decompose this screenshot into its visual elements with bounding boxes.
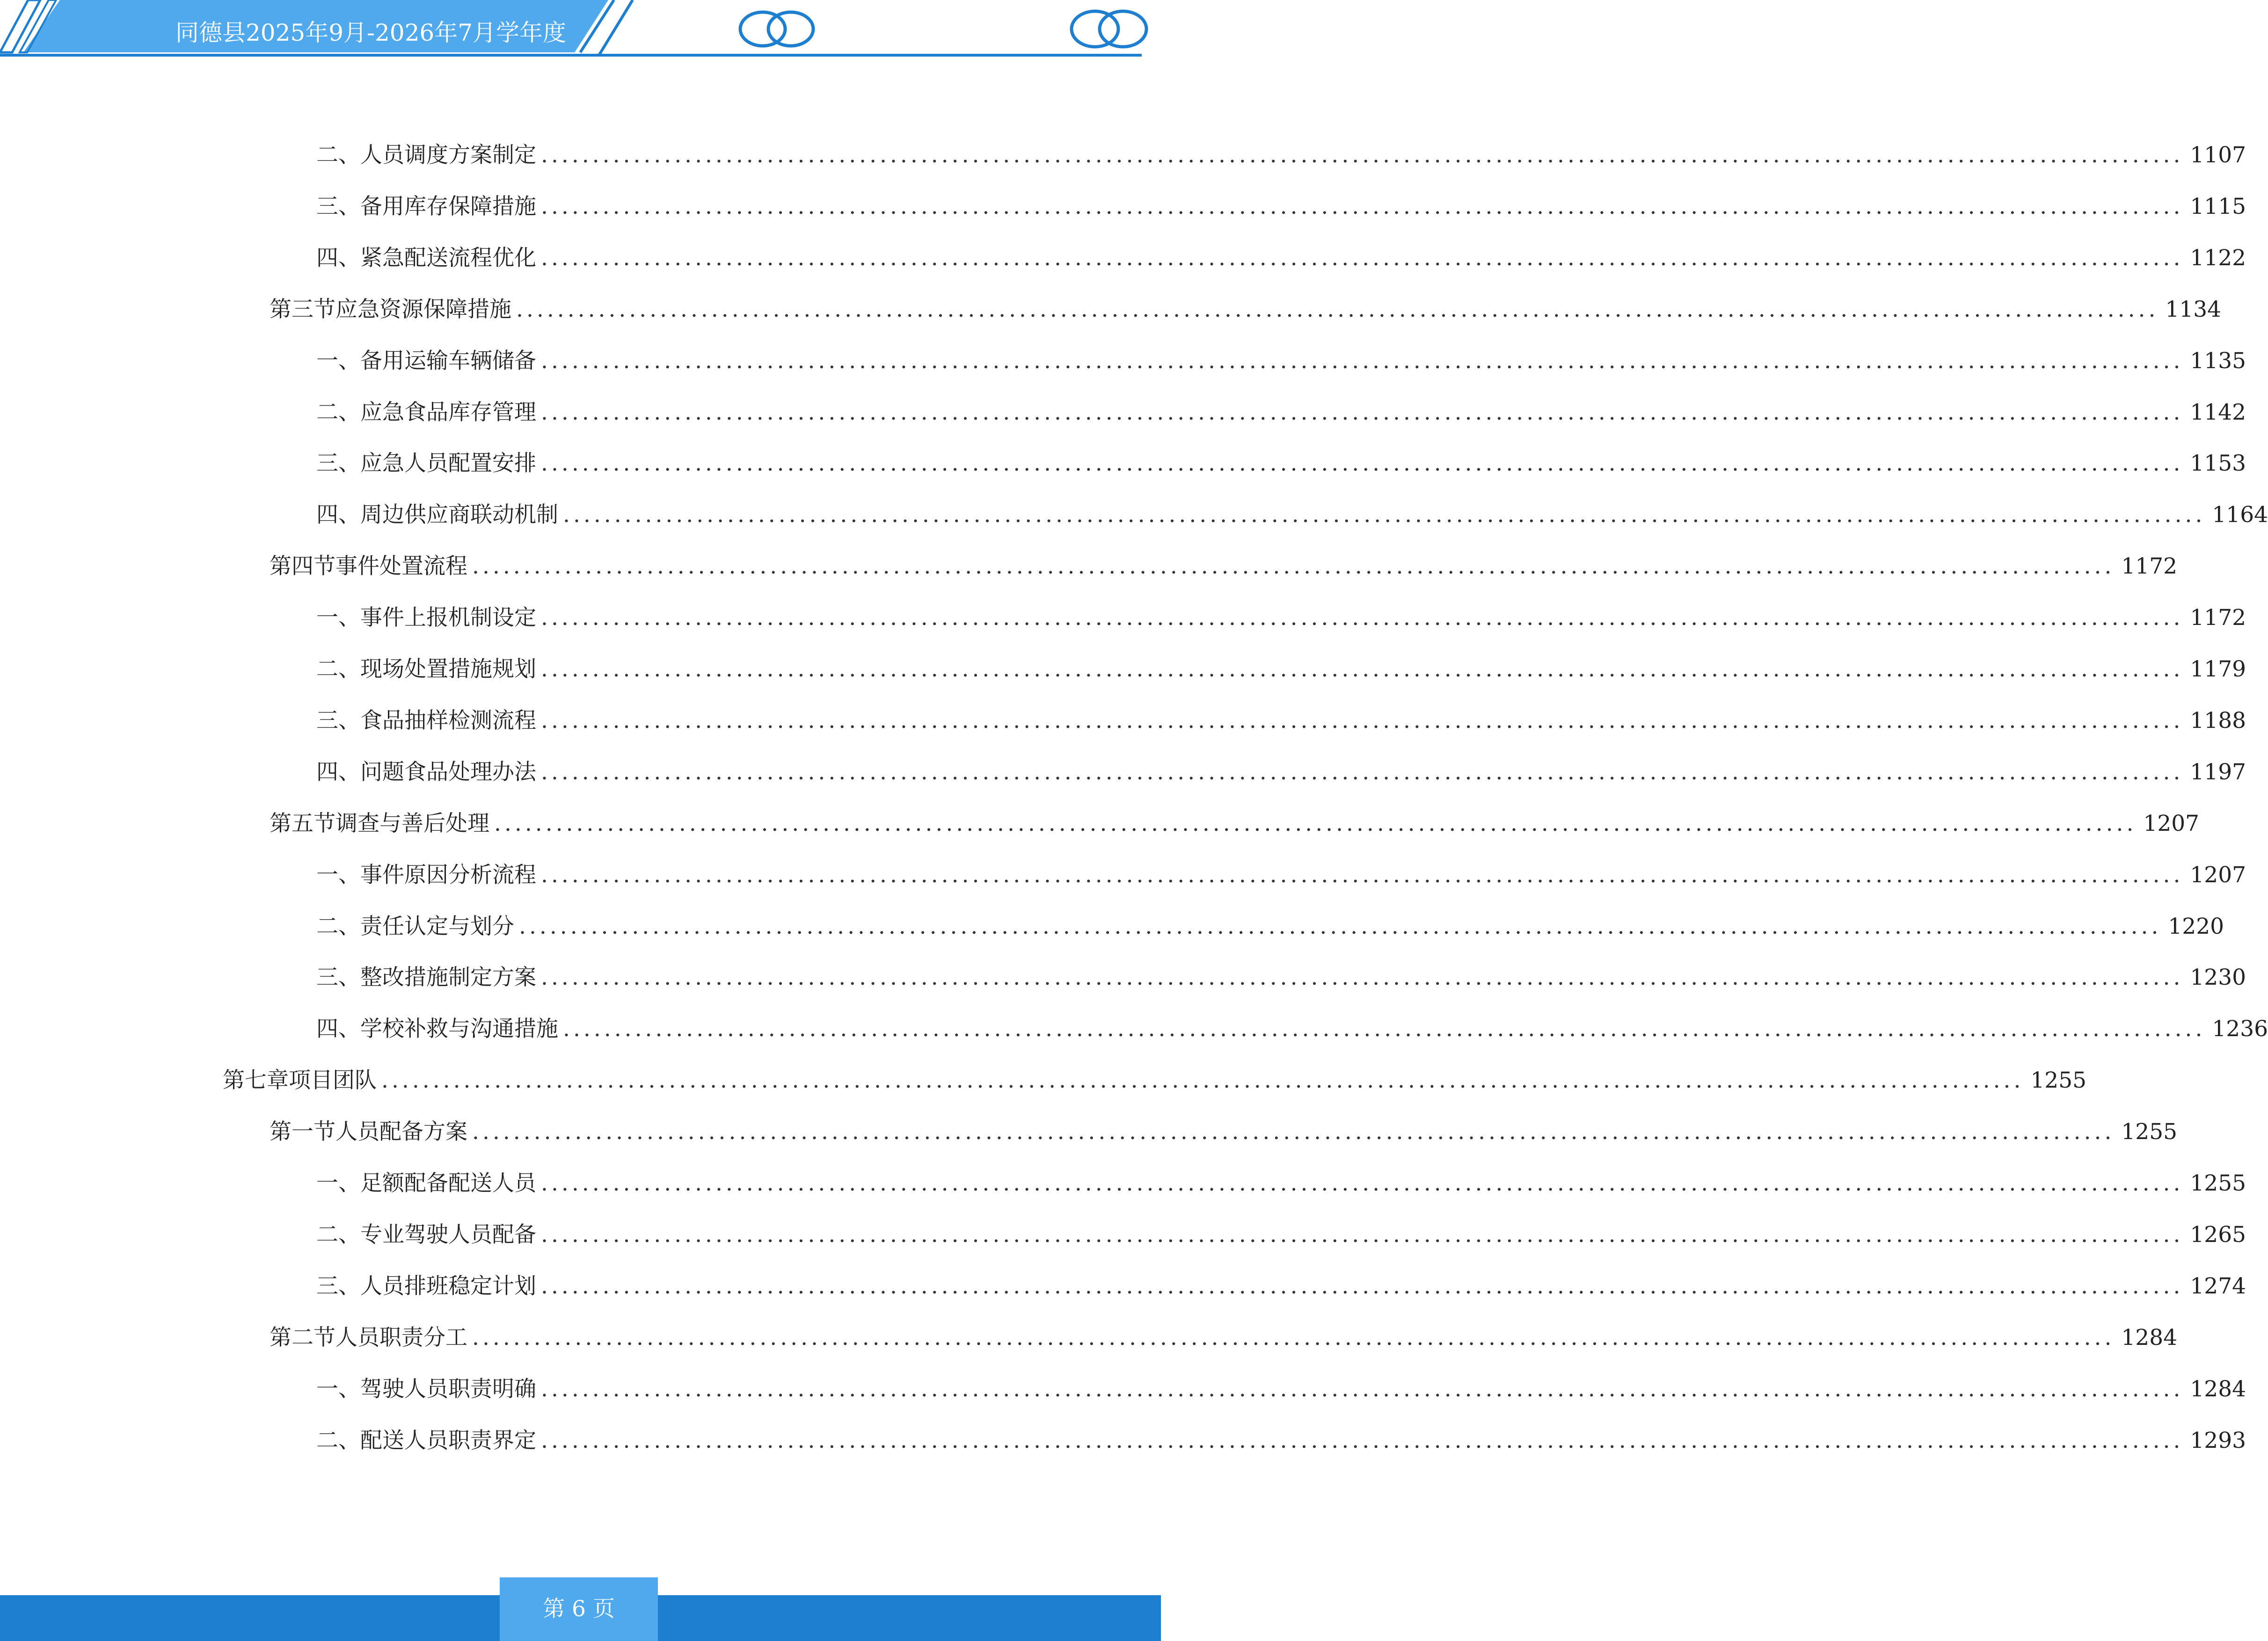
toc-entry-title: 周边供应商联动机制 xyxy=(360,502,558,528)
toc-entry-number: 三、 xyxy=(316,450,360,476)
toc-entry-title: 人员职责分工 xyxy=(335,1325,467,1351)
toc-entry[interactable] xyxy=(316,651,2246,688)
toc-leader-dots: ................................................................................................................................................................ xyxy=(541,450,2184,476)
toc-entry[interactable] xyxy=(316,137,2246,174)
toc-page-number: 1265 xyxy=(2190,1222,2246,1248)
header-graphic xyxy=(0,0,1161,61)
toc-page-number: 1115 xyxy=(2190,194,2246,219)
toc-entry-title: 人员排班稳定计划 xyxy=(360,1273,536,1299)
toc-entry[interactable] xyxy=(316,1422,2246,1459)
toc-entry-number: 三、 xyxy=(316,1273,360,1299)
toc-page-number: 1153 xyxy=(2190,450,2246,476)
toc-entry-title: 现场处置措施规划 xyxy=(360,656,536,682)
toc-leader-dots: ................................................................................................................................................................ xyxy=(541,399,2184,425)
toc-entry[interactable] xyxy=(316,240,2246,277)
toc-entry[interactable] xyxy=(316,445,2246,482)
toc-entry-title: 备用库存保障措施 xyxy=(360,194,536,219)
toc-entry[interactable] xyxy=(316,496,2268,534)
toc-entry-number: 第五节 xyxy=(270,811,335,836)
toc-entry[interactable] xyxy=(316,702,2246,740)
page-number: 第 6 页 xyxy=(543,1596,615,1622)
toc-page-number: 1255 xyxy=(2121,1119,2178,1145)
toc-entry-number: 三、 xyxy=(316,708,360,733)
toc-page-number: 1255 xyxy=(2030,1067,2087,1093)
toc-leader-dots: ................................................................................................................................................................ xyxy=(563,502,2206,528)
toc-page-number: 1220 xyxy=(2168,914,2224,939)
header-title: 同德县2025年9月-2026年7月学年度 xyxy=(175,19,567,46)
toc-entry[interactable] xyxy=(316,959,2246,996)
toc-page-number: 1134 xyxy=(2165,297,2222,322)
toc-entry[interactable] xyxy=(316,1268,2246,1305)
page-header xyxy=(0,0,1161,61)
toc-page-number: 1236 xyxy=(2212,1016,2268,1042)
toc-entry-title: 应急人员配置安排 xyxy=(360,450,536,476)
toc-leader-dots: ................................................................................................................................................................ xyxy=(563,1016,2206,1042)
toc-entry-title: 问题食品处理办法 xyxy=(360,759,536,785)
toc-page-number: 1293 xyxy=(2190,1428,2246,1453)
toc-leader-dots: ................................................................................................................................................................ xyxy=(472,1325,2115,1351)
toc-page-number: 1197 xyxy=(2190,759,2246,785)
toc-page-number: 1172 xyxy=(2121,553,2178,579)
toc-leader-dots: ................................................................................................................................................................ xyxy=(541,1170,2184,1196)
toc-entry-number: 二、 xyxy=(316,399,360,425)
toc-entry-title: 责任认定与划分 xyxy=(360,914,514,939)
toc-entry[interactable] xyxy=(270,1113,2178,1151)
toc-leader-dots: ................................................................................................................................................................ xyxy=(541,1376,2184,1402)
toc-entry[interactable] xyxy=(316,908,2224,945)
toc-leader-dots: ................................................................................................................................................................ xyxy=(541,1222,2184,1248)
toc-leader-dots: ................................................................................................................................................................ xyxy=(541,965,2184,990)
toc-leader-dots: ................................................................................................................................................................ xyxy=(541,656,2184,682)
toc-entry-title: 应急食品库存管理 xyxy=(360,399,536,425)
toc-entry-number: 第三节 xyxy=(270,297,335,322)
toc-leader-dots: ................................................................................................................................................................ xyxy=(541,142,2184,168)
toc-entry-title: 食品抽样检测流程 xyxy=(360,708,536,733)
toc-leader-dots: ................................................................................................................................................................ xyxy=(381,1067,2024,1093)
toc-entry-number: 一、 xyxy=(316,1170,360,1196)
toc-leader-dots: ................................................................................................................................................................ xyxy=(541,348,2184,374)
toc-entry-number: 一、 xyxy=(316,1376,360,1402)
toc-leader-dots: ................................................................................................................................................................ xyxy=(472,553,2115,579)
toc-page-number: 1207 xyxy=(2190,862,2246,888)
toc-entry-number: 二、 xyxy=(316,142,360,168)
toc-entry-number: 一、 xyxy=(316,862,360,888)
toc-entry-number: 二、 xyxy=(316,1428,360,1453)
toc-page-number: 1122 xyxy=(2190,245,2246,271)
toc-leader-dots: ................................................................................................................................................................ xyxy=(541,605,2184,631)
toc-entry-title: 足额配备配送人员 xyxy=(360,1170,536,1196)
toc-entry-number: 三、 xyxy=(316,965,360,990)
toc-page-number: 1284 xyxy=(2121,1325,2178,1351)
toc-entry-number: 二、 xyxy=(316,656,360,682)
toc-entry-number: 第二节 xyxy=(270,1325,335,1351)
toc-entry[interactable] xyxy=(223,1062,2087,1099)
toc-leader-dots: ................................................................................................................................................................ xyxy=(541,194,2184,219)
toc-entry-title: 事件原因分析流程 xyxy=(360,862,536,888)
toc-page-number: 1230 xyxy=(2190,965,2246,990)
toc-leader-dots: ................................................................................................................................................................ xyxy=(519,914,2162,939)
toc-entry[interactable] xyxy=(270,291,2222,328)
toc-entry[interactable] xyxy=(316,1165,2246,1202)
toc-entry[interactable] xyxy=(316,188,2246,225)
toc-entry[interactable] xyxy=(316,1010,2268,1048)
toc-page-number: 1135 xyxy=(2190,348,2246,374)
toc-leader-dots: ................................................................................................................................................................ xyxy=(541,759,2184,785)
toc-entry[interactable] xyxy=(316,1216,2246,1254)
toc-page-number: 1188 xyxy=(2190,708,2246,733)
toc-entry-number: 二、 xyxy=(316,1222,360,1248)
toc-entry-title: 学校补救与沟通措施 xyxy=(360,1016,558,1042)
toc-entry-number: 二、 xyxy=(316,914,360,939)
toc-page-number: 1164 xyxy=(2212,502,2268,528)
toc-entry-number: 一、 xyxy=(316,348,360,374)
toc-page-number: 1207 xyxy=(2143,811,2200,836)
toc-entry-title: 人员调度方案制定 xyxy=(360,142,536,168)
toc-entry[interactable] xyxy=(270,548,2178,585)
toc-entry-number: 四、 xyxy=(316,759,360,785)
toc-entry-title: 整改措施制定方案 xyxy=(360,965,536,990)
toc-entry-title: 调查与善后处理 xyxy=(335,811,489,836)
toc-entry-title: 事件上报机制设定 xyxy=(360,605,536,631)
toc-leader-dots: ................................................................................................................................................................ xyxy=(541,708,2184,733)
toc-leader-dots: ................................................................................................................................................................ xyxy=(541,862,2184,888)
toc-entry[interactable] xyxy=(316,342,2246,380)
toc-page-number: 1172 xyxy=(2190,605,2246,631)
double-ring-icon xyxy=(1072,11,1146,47)
toc-entry[interactable] xyxy=(316,1371,2246,1408)
toc-entry[interactable] xyxy=(316,857,2246,894)
toc-entry-number: 第四节 xyxy=(270,553,335,579)
toc-entry-title: 项目团队 xyxy=(289,1067,377,1093)
toc-entry-title: 备用运输车辆储备 xyxy=(360,348,536,374)
toc-entry-number: 第一节 xyxy=(270,1119,335,1145)
toc-entry-title: 专业驾驶人员配备 xyxy=(360,1222,536,1248)
toc-entry[interactable] xyxy=(316,754,2246,791)
toc-page-number: 1107 xyxy=(2190,142,2246,168)
toc-entry-title: 人员配备方案 xyxy=(335,1119,467,1145)
toc-page-number: 1142 xyxy=(2190,399,2246,425)
toc-leader-dots: ................................................................................................................................................................ xyxy=(472,1119,2115,1145)
toc-page-number: 1274 xyxy=(2190,1273,2246,1299)
double-ring-icon xyxy=(740,12,813,46)
toc-leader-dots: ................................................................................................................................................................ xyxy=(541,1428,2184,1453)
toc-entry-number: 第七章 xyxy=(223,1067,289,1093)
toc-entry-number: 四、 xyxy=(316,1016,360,1042)
toc-entry-title: 配送人员职责界定 xyxy=(360,1428,536,1453)
toc-entry-title: 事件处置流程 xyxy=(335,553,467,579)
toc-entry-number: 三、 xyxy=(316,194,360,219)
toc-entry-number: 一、 xyxy=(316,605,360,631)
toc-leader-dots: ................................................................................................................................................................ xyxy=(541,245,2184,271)
toc-entry-title: 紧急配送流程优化 xyxy=(360,245,536,271)
toc-entry[interactable] xyxy=(316,599,2246,637)
toc-page-number: 1255 xyxy=(2190,1170,2246,1196)
toc-leader-dots: ................................................................................................................................................................ xyxy=(541,1273,2184,1299)
toc-entry[interactable] xyxy=(316,394,2246,431)
toc-page-number: 1179 xyxy=(2190,656,2246,682)
toc-leader-dots: ................................................................................................................................................................ xyxy=(494,811,2137,836)
toc-entry-title: 应急资源保障措施 xyxy=(335,297,511,322)
toc-entry[interactable] xyxy=(270,805,2200,842)
toc-entry[interactable] xyxy=(270,1319,2178,1357)
toc-entry-number: 四、 xyxy=(316,245,360,271)
toc-entry-number: 四、 xyxy=(316,502,360,528)
toc-entry-title: 驾驶人员职责明确 xyxy=(360,1376,536,1402)
toc-leader-dots: ................................................................................................................................................................ xyxy=(516,297,2159,322)
toc-page-number: 1284 xyxy=(2190,1376,2246,1402)
